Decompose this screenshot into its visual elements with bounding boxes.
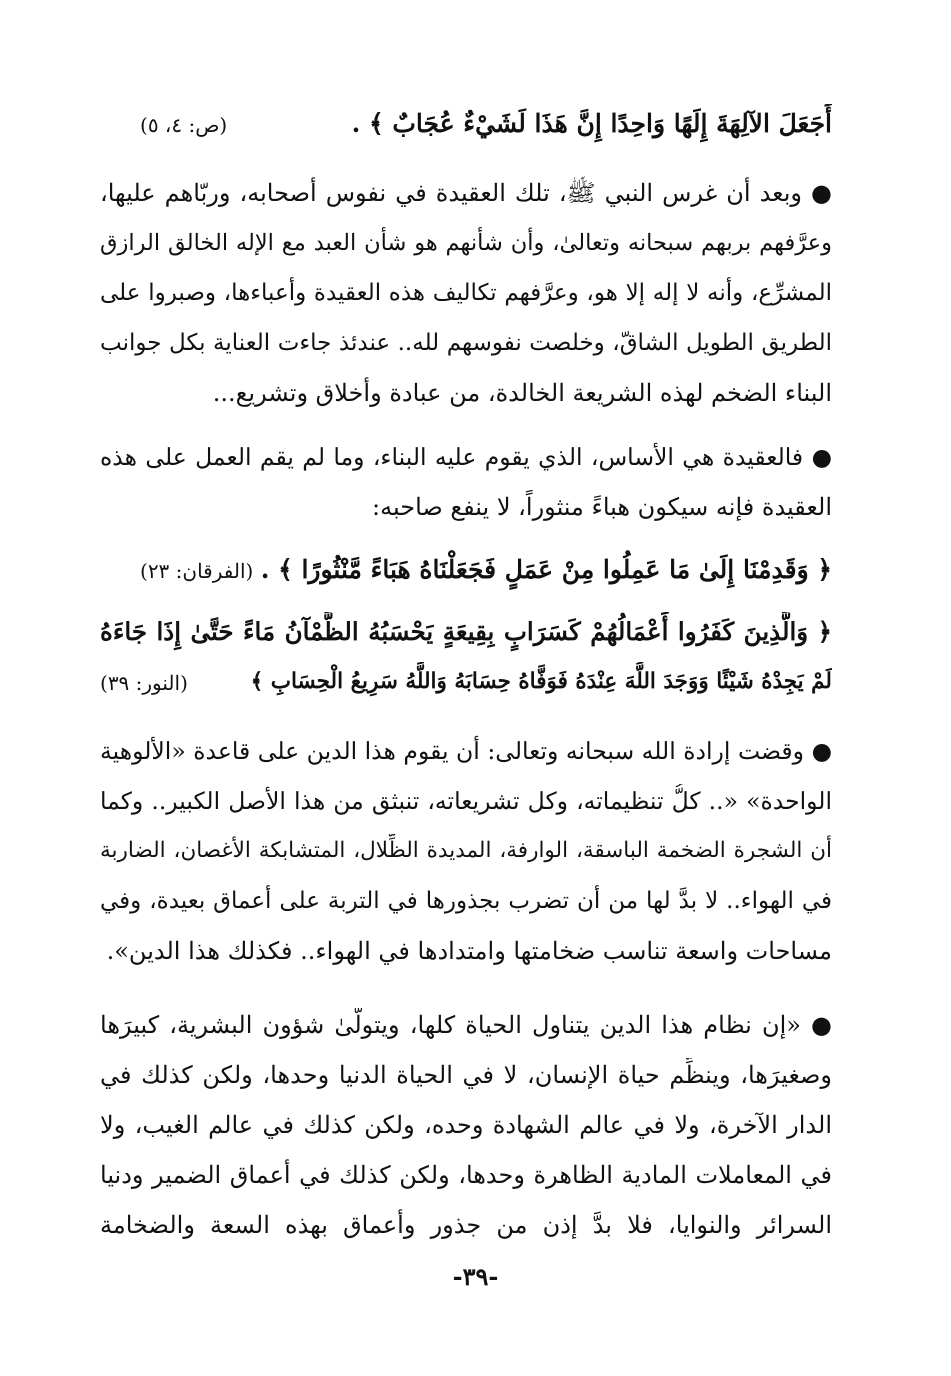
verse-sad-text: أَجَعَلَ الآلِهَةَ إِلَهًا وَاحِدًا إِنَّ هَذَا لَشَيْءٌ عُجَابٌ ﴾ . [351,109,832,138]
paragraph-4-line-2: وصغيرَها، وينظِّم حياة الإنسان، لا في الحياة الدنيا وحدها، ولكن كذلك في [100,1061,832,1089]
paragraph-4-line-4: في المعاملات المادية الظاهرة وحدها، ولكن كذلك في أعماق الضمير ودنيا [100,1161,832,1189]
paragraph-4-line-3: الدار الآخرة، ولا في عالم الشهادة وحده، ولكن كذلك في عالم الغيب، ولا [100,1111,832,1139]
paragraph-3-line-5: مساحات واسعة تناسب ضخامتها وامتدادها في الهواء.. فكذلك هذا الدين». [106,937,832,965]
paragraph-1-line-2: وعرَّفهم بربهم سبحانه وتعالىٰ، وأن شأنهم هو شأن العبد مع الإله الخالق الرازق [100,230,832,256]
verse-furqan-reference: (الفرقان: ٢٣) [140,559,254,583]
paragraph-2-line-2: العقيدة فإنه سيكون هباءً منثوراً، لا ينفع صاحبه: [372,493,832,521]
paragraph-1-line-3: المشرِّع، وأنه لا إله إلا هو، وعرَّفهم تكاليف هذه العقيدة وأعباءها، وصبروا على [100,280,832,306]
verse-furqan [100,550,832,590]
verse-sad [100,104,832,144]
verse-sad-reference: (ص: ٤، ٥) [140,113,228,137]
verse-nur-line-1: ﴿ وَالَّذِينَ كَفَرُوا أَعْمَالُهُمْ كَسَرَابٍ بِقِيعَةٍ يَحْسَبُهُ الظَّمْآنُ مَاءً حَتَّىٰ إِذَا جَاءَهُ [100,617,832,646]
paragraph-1-line-1: ● وبعد أن غرس النبي ﷺ، تلك العقيدة في نفوس أصحابه، وربّاهم عليها، [100,179,832,207]
page-number: -٣٩- [452,1262,499,1291]
paragraph-4-line-5: السرائر والنوايا، فلا بدَّ إذن من جذور وأعماق بهذه السعة والضخامة [100,1211,832,1239]
paragraph-2-line-1: ● فالعقيدة هي الأساس، الذي يقوم عليه البناء، وما لم يقم العمل على هذه [100,443,832,471]
paragraph-3-line-3: أن الشجرة الضخمة الباسقة، الوارفة، المديدة الظِّلال، المتشابكة الأغصان، الضاربة [100,838,832,863]
paragraph-1-line-4: الطريق الطويل الشاقّ، وخلصت نفوسهم لله.. عندئذ جاءت العناية بكل جوانب [100,330,832,356]
verse-nur-line-2: لَمْ يَجِدْهُ شَيْئًا وَوَجَدَ اللَّهَ عِنْدَهُ فَوَفَّاهُ حِسَابَهُ وَاللَّهُ سَرِيعُ الْحِسَابِ ﴾ [250,669,832,694]
paragraph-3-line-1: ● وقضت إرادة الله سبحانه وتعالى: أن يقوم هذا الدين على قاعدة «الألوهية [100,737,832,765]
paragraph-3-line-2: الواحدة» «.. كلُّ تنظيماته، وكل تشريعاته، تنبثق من هذا الأصل الكبير.. وكما [100,787,832,815]
verse-furqan-text: ﴿ وَقَدِمْنَا إِلَىٰ مَا عَمِلُوا مِنْ عَمَلٍ فَجَعَلْنَاهُ هَبَاءً مَّنْثُورًا ﴾ . [260,555,832,584]
paragraph-3-line-4: في الهواء.. لا بدَّ لها من أن تضرب بجذورها في التربة على أعماق بعيدة، وفي [100,888,832,914]
verse-nur-reference: (النور: ٣٩) [100,671,188,695]
paragraph-1-line-5: البناء الضخم لهذه الشريعة الخالدة، من عبادة وأخلاق وتشريع... [212,379,832,407]
verse-nur-line-2-row [100,662,832,702]
paragraph-4-line-1: ● «إن نظام هذا الدين يتناول الحياة كلها، ويتولّىٰ شؤون البشرية، كبيرَها [100,1011,832,1039]
